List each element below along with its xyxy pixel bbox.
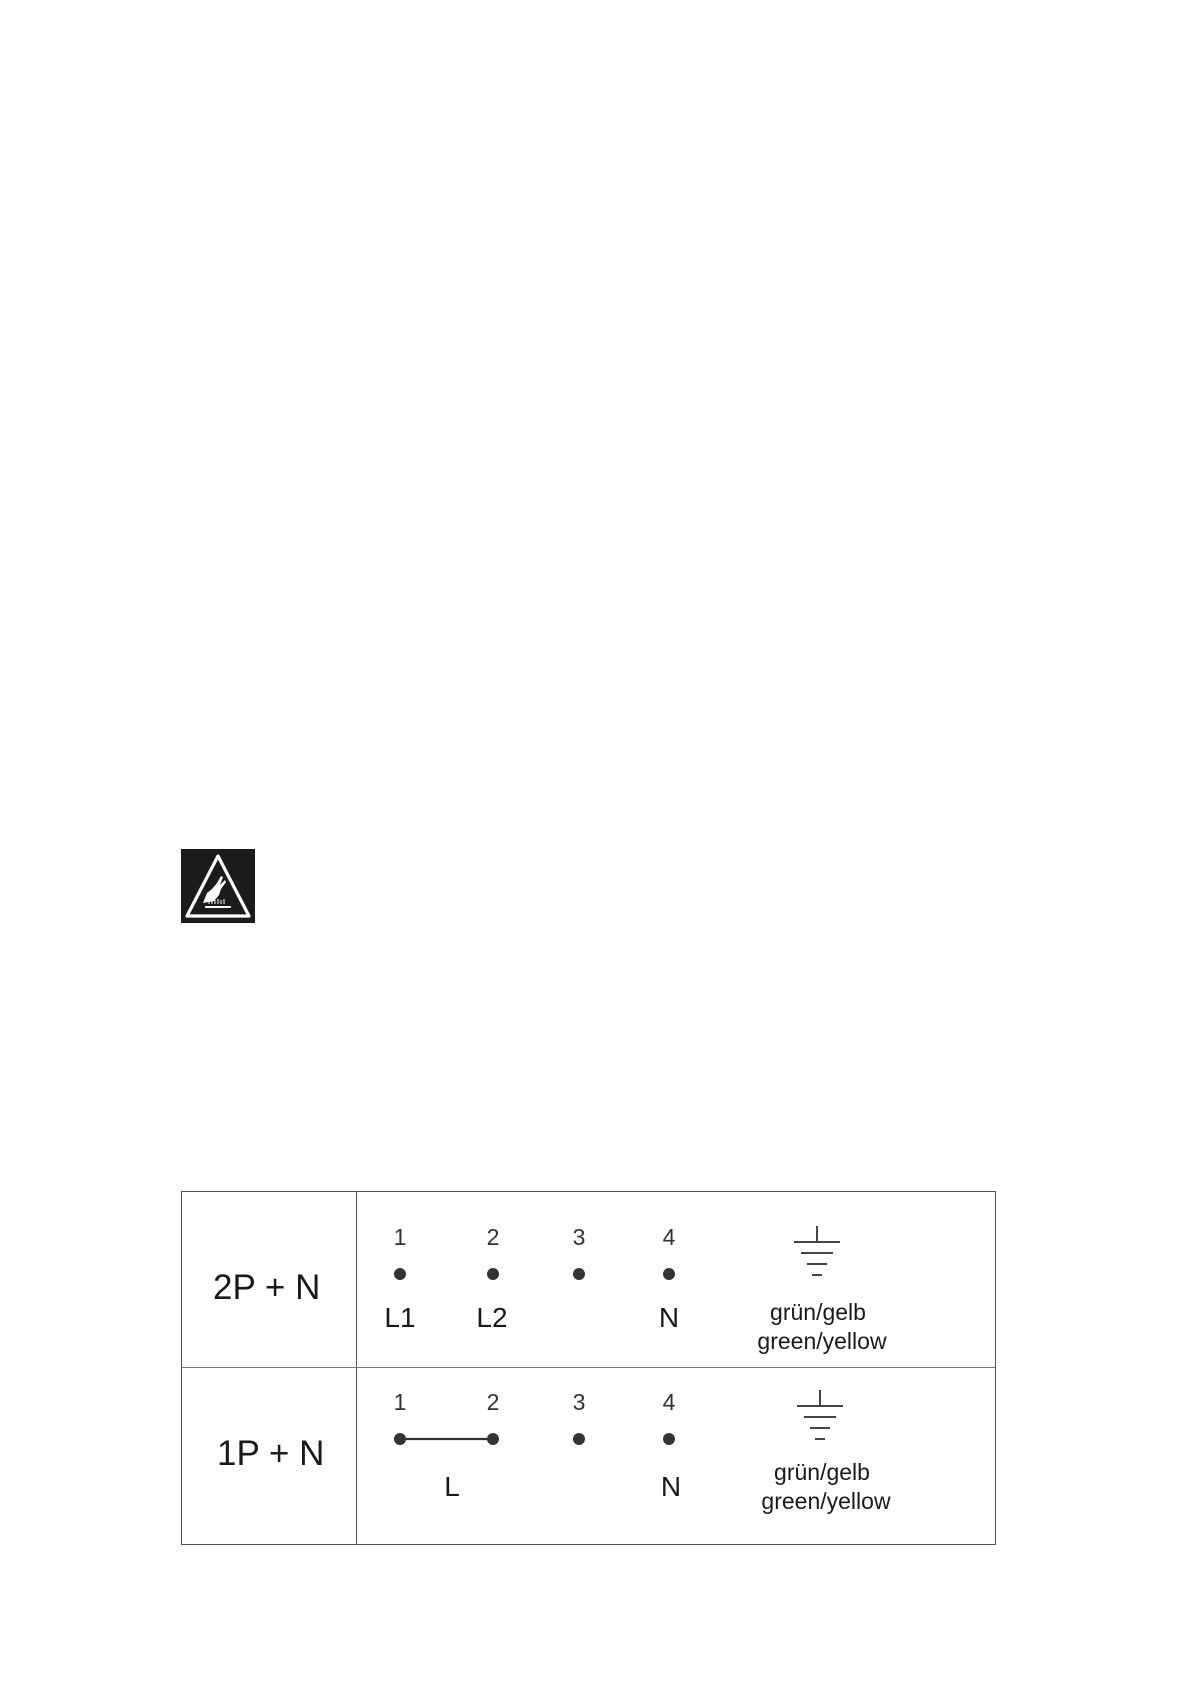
terminal-dot-4 <box>663 1268 675 1280</box>
wiring-row-1p-n <box>182 1368 995 1544</box>
config-cell <box>182 1192 357 1367</box>
conductor-l2-label: L2 <box>476 1302 508 1333</box>
ground-color-de: grün/gelb <box>774 1459 870 1485</box>
ground-color-de: grün/gelb <box>770 1299 866 1325</box>
conductor-l-label: L <box>444 1471 460 1502</box>
ground-symbol-icon <box>794 1226 840 1275</box>
config-cell <box>182 1368 357 1544</box>
terminal-dot-1 <box>394 1268 406 1280</box>
terminal-number-3: 3 <box>572 1224 586 1250</box>
terminal-number-4: 4 <box>662 1224 676 1250</box>
terminal-dot-4 <box>663 1433 675 1445</box>
conductor-n-label: N <box>658 1302 680 1333</box>
terminal-number-1: 1 <box>393 1389 407 1415</box>
terminal-diagram <box>357 1192 995 1367</box>
config-label: 2P + N <box>213 1268 321 1307</box>
terminal-dot-3 <box>573 1433 585 1445</box>
ground-color-en: green/yellow <box>761 1488 891 1514</box>
terminal-number-2: 2 <box>486 1224 500 1250</box>
wiring-row-2p-n <box>182 1192 995 1368</box>
terminal-graphics <box>357 1368 997 1544</box>
terminal-number-1: 1 <box>393 1224 407 1250</box>
terminal-dot-3 <box>573 1268 585 1280</box>
conductor-l1-label: L1 <box>384 1302 416 1333</box>
ground-symbol-icon <box>797 1390 843 1439</box>
terminal-number-3: 3 <box>572 1389 586 1415</box>
hot-surface-warning-icon <box>181 849 255 923</box>
terminal-dot-2 <box>487 1268 499 1280</box>
ground-color-en: green/yellow <box>757 1328 887 1354</box>
terminal-diagram <box>357 1368 995 1544</box>
terminal-number-2: 2 <box>486 1389 500 1415</box>
conductor-n-label: N <box>660 1471 682 1502</box>
terminal-dot-1 <box>394 1433 406 1445</box>
terminal-dot-2 <box>487 1433 499 1445</box>
config-label: 1P + N <box>217 1434 325 1473</box>
terminal-number-4: 4 <box>662 1389 676 1415</box>
wiring-table <box>181 1191 996 1545</box>
